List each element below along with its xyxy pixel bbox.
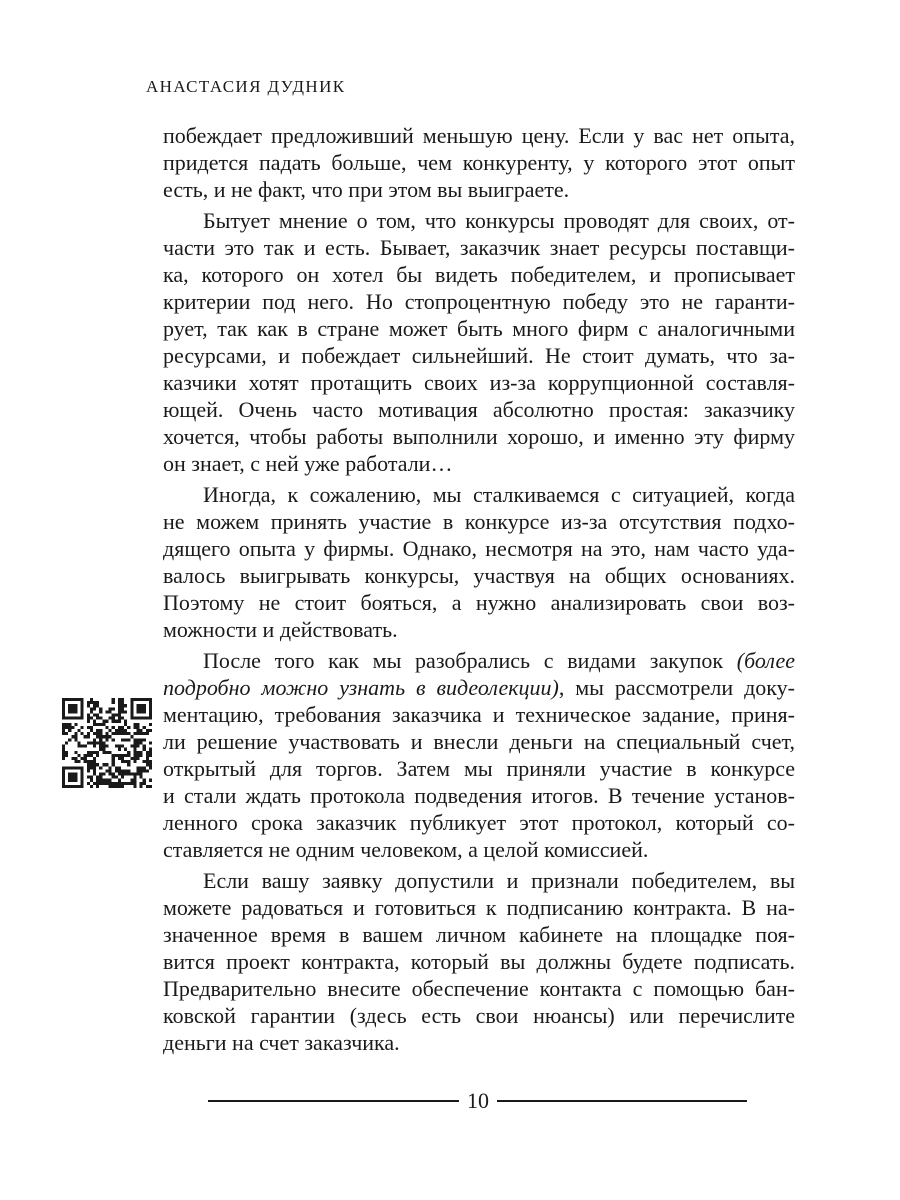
text-line: придется падать больше, чем конкуренту, у которого этот опыт <box>163 150 795 175</box>
text-line: части это так и есть. Бывает, заказчик знает ресурсы поставщи- <box>163 235 795 260</box>
footer-rule-left <box>208 1100 459 1102</box>
text-line: ставляется не одним человеком, а целой комиссией. <box>163 837 649 862</box>
text-line: можете радоваться и готовиться к подписанию контракта. В на- <box>163 895 795 920</box>
text-fragment: После того как мы разобрались с видами закупок <box>203 648 737 673</box>
running-head-author: АНАСТАСИЯ ДУДНИК <box>146 77 346 96</box>
text-line: валось выигрывать конкурсы, участвуя на общих основаниях. <box>163 563 795 588</box>
text-line: вится проект контракта, который вы должны будете подписать. <box>163 949 795 974</box>
page-number: 10 <box>467 1088 489 1113</box>
text-line: дящего опыта у фирмы. Однако, несмотря на это, нам часто уда- <box>163 536 795 561</box>
text-line: можности и действовать. <box>163 617 398 642</box>
text-line: ющей. Очень часто мотивация абсолютно простая: заказчику <box>163 397 795 422</box>
text-line: Бытует мнение о том, что конкурсы проводят для своих, от- <box>203 208 795 233</box>
paragraph-2 <box>163 207 795 477</box>
text-line: ка, которого он хотел бы видеть победителем, и прописывает <box>163 262 795 287</box>
text-line: деньги на счет заказчика. <box>163 1030 400 1055</box>
text-line: ковской гарантии (здесь есть свои нюансы) или перечислите <box>163 1003 795 1028</box>
text-line <box>163 647 795 674</box>
italic-fragment: (более <box>736 648 795 673</box>
text-line: и стали ждать протокола подведения итогов. В течение установ- <box>163 783 795 808</box>
text-line: казчики хотят протащить своих из-за коррупционной составля- <box>163 370 795 395</box>
text-line: открытый для торгов. Затем мы приняли участие в конкурсе <box>163 756 795 781</box>
text-line: Поэтому не стоит бояться, а нужно анализировать свои воз- <box>163 590 795 615</box>
footer-rule-right <box>497 1100 747 1102</box>
text-line: хочется, чтобы работы выполнили хорошо, и именно эту фирму <box>163 424 795 449</box>
text-line: побеждает предложивший меньшую цену. Если у вас нет опыта, <box>163 123 795 148</box>
text-line: ресурсами, и побеждает сильнейший. Не стоит думать, что за- <box>163 343 795 368</box>
text-fragment: , мы рассмотрели доку- <box>558 675 795 700</box>
paragraph-1 <box>163 122 795 203</box>
text-line: не можем принять участие в конкурсе из-за отсутствия подхо- <box>163 509 795 534</box>
text-line: Иногда, к сожалению, мы сталкиваемся с ситуацией, когда <box>203 482 795 507</box>
qr-code-icon <box>62 698 152 788</box>
paragraph-4 <box>163 647 795 863</box>
text-line: ментацию, требования заказчика и техническое задание, приня- <box>163 702 795 727</box>
paragraph-5 <box>163 867 795 1056</box>
text-line: Если вашу заявку допустили и признали победителем, вы <box>203 868 795 893</box>
body-text <box>163 122 795 1056</box>
text-line: Предварительно внесите обеспечение контакта с помощью бан- <box>163 976 795 1001</box>
text-line: рует, так как в стране может быть много фирм с аналогичными <box>163 316 795 341</box>
text-line: критерии под него. Но стопроцентную победу это не гаранти- <box>163 289 795 314</box>
italic-fragment: подробно можно узнать в видеолекции) <box>163 675 559 700</box>
text-line <box>163 674 795 701</box>
text-line: ленного срока заказчик публикует этот протокол, который со- <box>163 810 795 835</box>
text-line: ли решение участвовать и внесли деньги на специальный счет, <box>163 729 795 754</box>
text-line: он знает, с ней уже работали… <box>163 451 453 476</box>
text-line: есть, и не факт, что при этом вы выиграете. <box>163 177 570 202</box>
text-line: значенное время в вашем личном кабинете на площадке поя- <box>163 922 795 947</box>
paragraph-3 <box>163 481 795 643</box>
